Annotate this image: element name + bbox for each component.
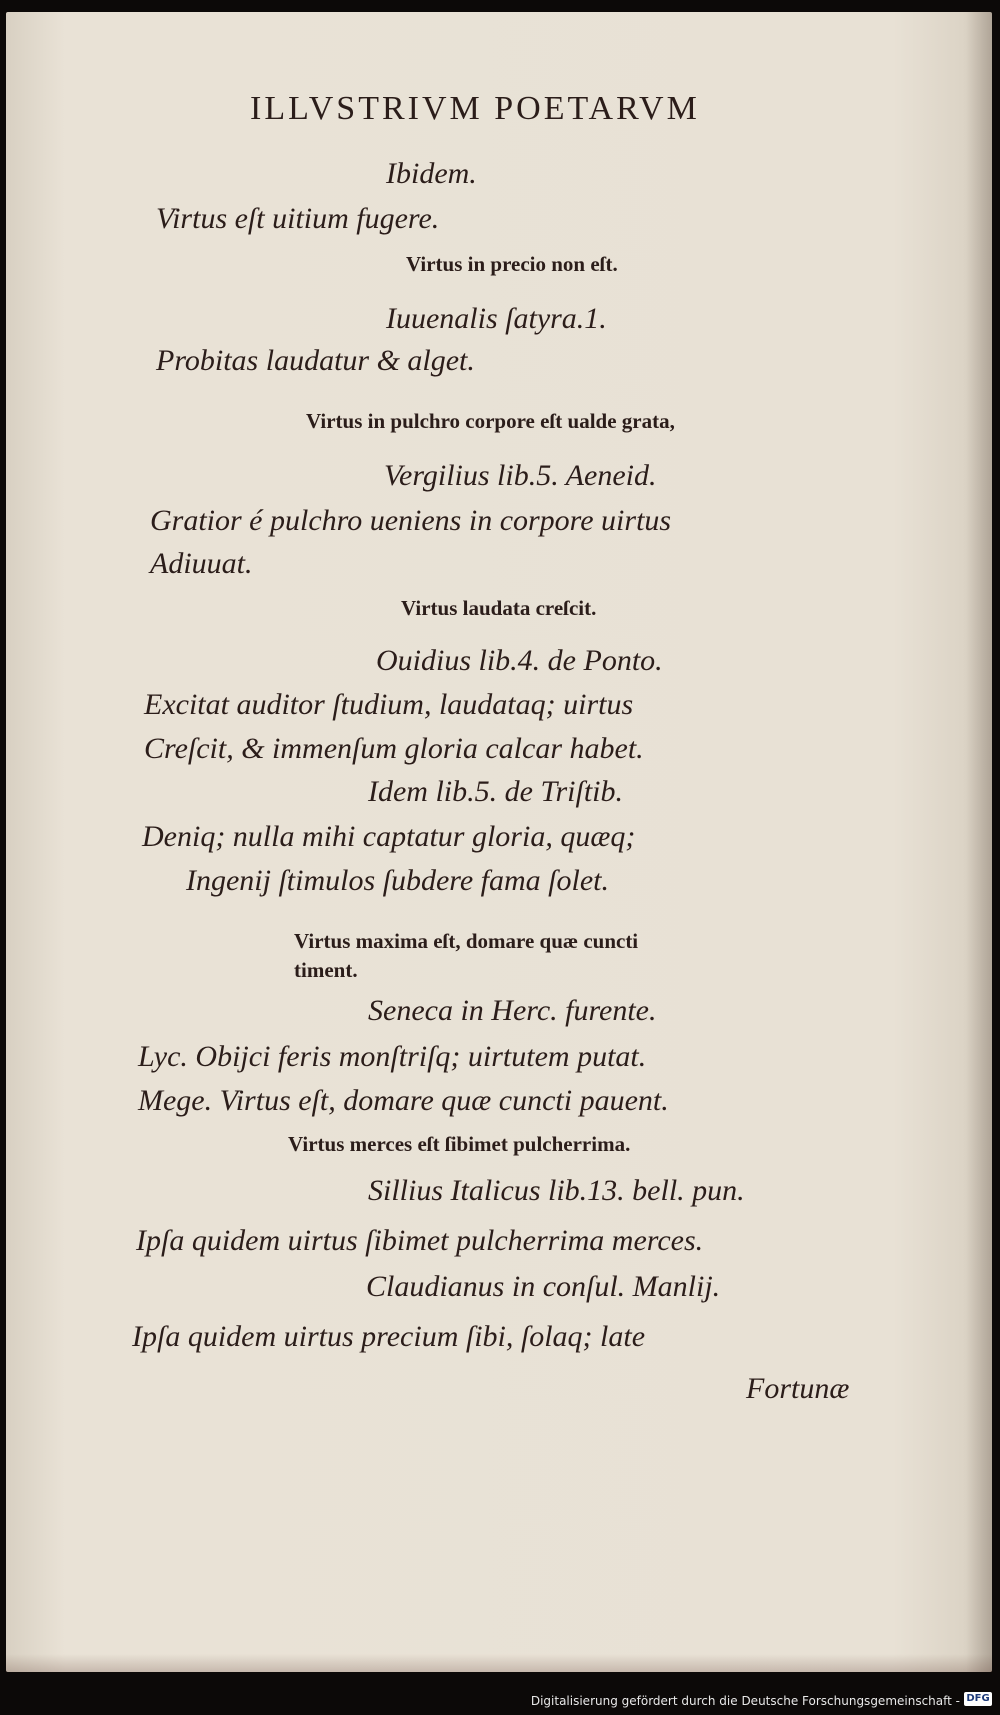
verse-line: Gratior é pulchro ueniens in corpore uirtus bbox=[150, 504, 672, 537]
sentence-heading: Virtus merces eſt ſibimet pulcherrima. bbox=[288, 1132, 631, 1156]
verse-line: Adiuuat. bbox=[150, 547, 253, 580]
verse-line: Ipſa quidem uirtus precium ſibi, ſolaq; late bbox=[132, 1320, 646, 1353]
source-heading: Sillius Italicus lib.13. bell. pun. bbox=[368, 1174, 745, 1207]
source-heading: Ibidem. bbox=[386, 157, 477, 190]
source-heading: Claudianus in conſul. Manlij. bbox=[366, 1270, 721, 1303]
verse-line: Virtus eſt uitium fugere. bbox=[156, 202, 440, 235]
source-heading: Ouidius lib.4. de Ponto. bbox=[376, 644, 663, 677]
verse-line: Excitat auditor ſtudium, laudataq; uirtus bbox=[144, 688, 634, 721]
sentence-heading: Virtus maxima eſt, domare quæ cuncti bbox=[294, 929, 639, 953]
book-page bbox=[6, 12, 992, 1672]
sentence-heading: Virtus in precio non eſt. bbox=[406, 252, 618, 276]
sentence-heading: timent. bbox=[294, 958, 358, 982]
page-spine-shadow bbox=[966, 12, 992, 1672]
sentence-heading: Virtus laudata creſcit. bbox=[401, 596, 597, 620]
verse-line: Ingenij ſtimulos ſubdere fama ſolet. bbox=[186, 864, 610, 897]
verse-line: Mege. Virtus eſt, domare quæ cuncti pauent. bbox=[138, 1084, 669, 1117]
verse-line: Deniq; nulla mihi captatur gloria, quæq; bbox=[142, 820, 636, 853]
dfg-logo-icon: DFG bbox=[964, 1692, 992, 1706]
catchword: Fortunæ bbox=[746, 1372, 850, 1405]
page-bottom-edge bbox=[6, 1654, 992, 1672]
source-heading: Vergilius lib.5. Aeneid. bbox=[384, 459, 657, 492]
source-heading: Idem lib.5. de Triſtib. bbox=[368, 775, 623, 808]
digitization-footer bbox=[0, 1685, 1000, 1715]
footer-text: Digitalisierung gefördert durch die Deutsche Forschungsgemeinschaft - bbox=[530, 1694, 960, 1708]
source-heading: Seneca in Herc. furente. bbox=[368, 994, 657, 1027]
verse-line: Ipſa quidem uirtus ſibimet pulcherrima merces. bbox=[136, 1224, 704, 1257]
verse-line: Creſcit, & immenſum gloria calcar habet. bbox=[144, 732, 644, 765]
sentence-heading: Virtus in pulchro corpore eſt ualde grata, bbox=[306, 409, 675, 433]
running-header: ILLVSTRIVM POETARVM bbox=[250, 90, 700, 127]
verse-line: Probitas laudatur & alget. bbox=[156, 344, 475, 377]
verse-line: Lyc. Obijci feris monſtriſq; uirtutem putat. bbox=[138, 1040, 647, 1073]
source-heading: Iuuenalis ſatyra.1. bbox=[386, 302, 607, 335]
